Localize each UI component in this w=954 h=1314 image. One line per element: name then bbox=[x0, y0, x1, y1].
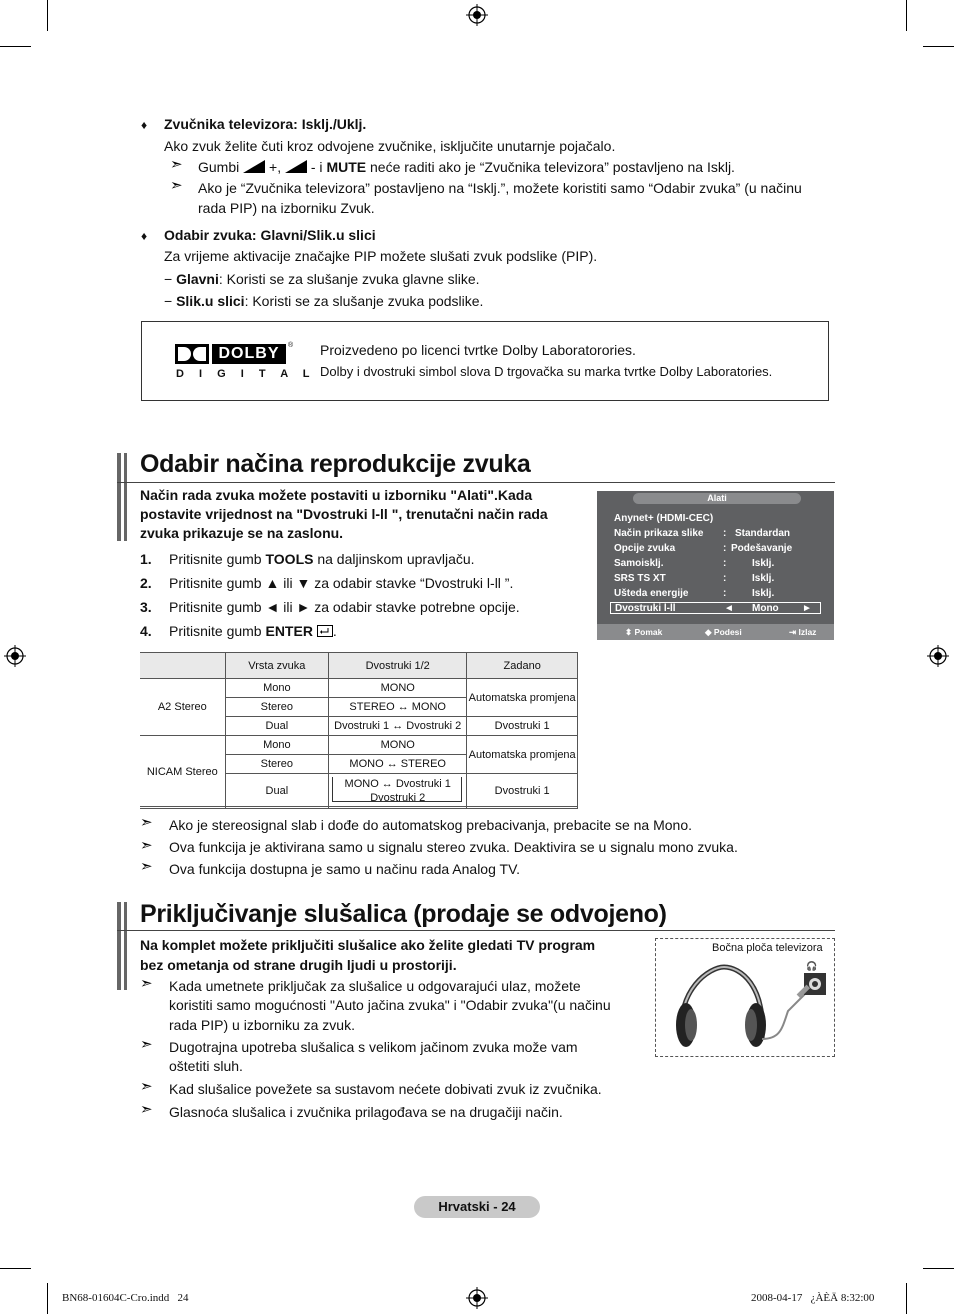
table-header bbox=[140, 653, 225, 679]
note-text: Kad slušalice povežete sa sustavom nećete dobivati zvuk iz zvučnika. bbox=[169, 1081, 602, 1097]
table-cell: Stereo bbox=[225, 698, 328, 717]
note-arrow-icon: ➣ bbox=[140, 1036, 153, 1053]
note-text: Kada umetnete priključak za slušalice u odgovarajući ulaz, možete bbox=[169, 978, 581, 994]
note-arrow-icon: ➣ bbox=[170, 156, 183, 173]
registration-mark-icon bbox=[466, 4, 488, 26]
dolby-text: Dolby i dvostruki simbol slova D trgovačka su marka tvrtke Dolby Laboratories. bbox=[320, 364, 773, 379]
table-cell-line: Dvostruki 2 bbox=[370, 792, 426, 804]
step-list bbox=[140, 549, 580, 645]
registration-mark-icon bbox=[4, 645, 26, 667]
crop-mark bbox=[0, 1268, 31, 1269]
table-cell: Mono bbox=[225, 736, 328, 755]
bullet-diamond-icon: ♦ bbox=[141, 118, 148, 132]
adjust-hint: ◆ Podesi bbox=[705, 627, 742, 637]
note-text: Ova funkcija je aktivirana samo u signalu stereo zvuka. Deaktivira se u signalu mono zvuka. bbox=[169, 839, 738, 855]
table-cell: MONO bbox=[329, 679, 467, 698]
table-cell: Dual bbox=[225, 774, 328, 809]
item-title: Zvučnika televizora: Isklj./Uklj. bbox=[164, 116, 367, 132]
note-arrow-icon: ➣ bbox=[170, 177, 183, 194]
table-cell: Automatska promjena bbox=[467, 679, 578, 717]
dolby-wordmark: DOLBY bbox=[212, 344, 286, 364]
double-d-icon bbox=[175, 344, 209, 364]
note-text: Gumbi bbox=[198, 159, 240, 175]
enter-icon bbox=[317, 625, 333, 637]
heading-rule bbox=[117, 930, 835, 931]
crop-mark bbox=[47, 1283, 48, 1314]
note-arrow-icon: ➣ bbox=[140, 858, 153, 875]
menu-item-picture-mode[interactable]: Način prikaza slike : Standardan bbox=[614, 528, 791, 539]
note-text: oštetiti sluh. bbox=[169, 1058, 243, 1074]
mute-key-label: MUTE bbox=[326, 159, 367, 175]
step-item: 2. Pritisnite gumb ▲ ili ▼ za odabir stavke “Dvostruki l-ll ”. bbox=[140, 575, 514, 591]
note-text: Dugotrajna upotreba slušalica s velikom jačinom zvuka može vam bbox=[169, 1039, 578, 1055]
heading-bar bbox=[117, 902, 121, 990]
intro-text: bez ometanja od strane drugih ljudi u prostoriji. bbox=[140, 957, 457, 973]
table-row bbox=[140, 679, 578, 698]
note-text: neće raditi ako je “Zvučnika televizora” postavljeno na Isklj. bbox=[370, 159, 735, 175]
dolby-digital-label: D I G I T A L bbox=[176, 368, 316, 380]
dolby-text: Proizvedeno po licenci tvrtke Dolby Laboratorories. bbox=[320, 342, 636, 358]
side-panel-illustration bbox=[655, 938, 835, 1057]
bullet-diamond-icon: ♦ bbox=[141, 229, 148, 243]
exit-hint: ⇥ Izlaz bbox=[789, 627, 817, 637]
note-text: Ako je “Zvučnika televizora” postavljeno na “Isklj.”, možete koristiti samo “Odabir zvuka” (u načinu bbox=[198, 180, 802, 196]
note-volume-buttons bbox=[198, 157, 735, 177]
menu-item-energy-saving[interactable]: Ušteda energije : Isklj. bbox=[614, 588, 775, 599]
step-item: 4. Pritisnite gumb ENTER . bbox=[140, 623, 337, 639]
menu-item-sound-options[interactable]: Opcije zvuka : Podešavanje bbox=[614, 543, 793, 554]
crop-mark bbox=[0, 46, 31, 47]
sound-mode-table bbox=[140, 652, 578, 809]
table-cell: NICAM Stereo bbox=[140, 736, 225, 809]
table-cell: MONO bbox=[329, 736, 467, 755]
crop-mark bbox=[906, 0, 907, 31]
table-cell-cycle bbox=[329, 774, 467, 809]
table-cell-line: MONO ↔ Dvostruki 1 bbox=[344, 778, 451, 790]
bullet-item-speaker bbox=[141, 114, 147, 135]
crop-mark bbox=[923, 46, 954, 47]
dolby-logo bbox=[175, 342, 316, 380]
intro-text: postavite vrijednost na "Dvostruki l-ll ", trenutačni način rada bbox=[140, 506, 548, 522]
heading-bar bbox=[124, 453, 127, 541]
note-arrow-icon: ➣ bbox=[140, 975, 153, 992]
dash-item: − Glavni: Koristi se za slušanje zvuka glavne slike. bbox=[164, 271, 480, 287]
note-text: koristiti samo mogućnosti "Auto jačina zvuka" i "Odabir zvuka"(u načinu bbox=[169, 997, 611, 1013]
table-cell: MONO ↔ STEREO bbox=[329, 755, 467, 774]
note-arrow-icon: ➣ bbox=[140, 814, 153, 831]
crop-mark bbox=[47, 0, 48, 31]
item-text: Ako zvuk želite čuti kroz odvojene zvučnike, isključite unutarnje pojačalo. bbox=[164, 138, 616, 154]
move-hint: ⬍ Pomak bbox=[625, 627, 663, 637]
step-item: 3. Pritisnite gumb ◄ ili ► za odabir stavke potrebne opcije. bbox=[140, 599, 520, 615]
step-item: 1. Pritisnite gumb TOOLS na daljinskom upravljaču. bbox=[140, 551, 475, 567]
note-text: - i bbox=[310, 159, 323, 175]
note-text: Ako je stereosignal slab i dođe do automatskog prebacivanja, prebacite se na Mono. bbox=[169, 817, 692, 833]
table-cell: STEREO ↔ MONO bbox=[329, 698, 467, 717]
note-arrow-icon: ➣ bbox=[140, 1078, 153, 1095]
menu-item-srs[interactable]: SRS TS XT : Isklj. bbox=[614, 573, 775, 584]
note-text: Ova funkcija dostupna je samo u načinu rada Analog TV. bbox=[169, 861, 521, 877]
table-cell: A2 Stereo bbox=[140, 679, 225, 736]
intro-text: Način rada zvuka možete postaviti u izborniku "Alati".Kada bbox=[140, 487, 533, 503]
menu-footer bbox=[597, 624, 834, 640]
registration-mark-icon bbox=[466, 1287, 488, 1309]
note-text: +, bbox=[269, 159, 282, 175]
menu-item-anynet[interactable]: Anynet+ (HDMI-CEC) bbox=[614, 513, 714, 524]
table-cell: Automatska promjena bbox=[467, 736, 578, 774]
table-row bbox=[140, 736, 578, 755]
note-text: rada PIP) na izborniku Zvuk. bbox=[198, 200, 375, 216]
intro-text: zvuka prikazuje se na zaslonu. bbox=[140, 525, 344, 541]
tools-menu-osd bbox=[597, 491, 834, 640]
registered-mark: ® bbox=[288, 342, 294, 349]
table-cell: Mono bbox=[225, 679, 328, 698]
table-bottom-rule bbox=[140, 806, 578, 807]
table-cell: Stereo bbox=[225, 755, 328, 774]
table-header: Dvostruki 1/2 bbox=[329, 653, 467, 679]
registration-mark-icon bbox=[927, 645, 949, 667]
note-text: Glasnoća slušalica i zvučnika prilagođava se na drugačiji način. bbox=[169, 1104, 563, 1120]
heading-bar bbox=[117, 453, 121, 541]
note-arrow-icon: ➣ bbox=[140, 1101, 153, 1118]
menu-item-dual-selected[interactable]: Dvostruki l-ll ◄ Mono ► bbox=[610, 602, 821, 614]
page-number-badge: Hrvatski - 24 bbox=[414, 1196, 540, 1218]
menu-title: Alati bbox=[633, 493, 801, 504]
dash-item: − Slik.u slici: Koristi se za slušanje zvuka podslike. bbox=[164, 293, 484, 309]
table-header: Vrsta zvuka bbox=[225, 653, 328, 679]
menu-item-sleep[interactable]: Samoisklj. : Isklj. bbox=[614, 558, 775, 569]
date-info: 2008-04-17 ¿ÀÈÄ 8:32:00 bbox=[751, 1292, 875, 1304]
item-text: Za vrijeme aktivacije značajke PIP možete slušati zvuk podslike (PIP). bbox=[164, 248, 598, 264]
item-title: Odabir zvuka: Glavni/Slik.u slici bbox=[164, 227, 376, 243]
volume-down-icon bbox=[285, 160, 307, 173]
heading-rule bbox=[117, 482, 835, 483]
volume-up-icon bbox=[243, 160, 265, 173]
table-cell: Dvostruki 1 ↔ Dvostruki 2 bbox=[329, 717, 467, 736]
note-arrow-icon: ➣ bbox=[140, 837, 153, 854]
heading-bar bbox=[124, 902, 127, 990]
note-text: rada PIP) u izborniku za zvuk. bbox=[169, 1017, 355, 1033]
dolby-license-box bbox=[141, 321, 829, 401]
table-header: Zadano bbox=[467, 653, 578, 679]
intro-text: Na komplet možete priključiti slušalice ako želite gledati TV program bbox=[140, 937, 596, 953]
section-heading: Odabir načina reprodukcije zvuka bbox=[140, 450, 531, 478]
file-info: BN68-01604C-Cro.indd 24 bbox=[62, 1292, 189, 1304]
table-cell: Dvostruki 1 bbox=[467, 717, 578, 736]
crop-mark bbox=[923, 1268, 954, 1269]
headphones-icon bbox=[670, 959, 830, 1051]
section-heading: Priključivanje slušalica (prodaje se odvojeno) bbox=[140, 900, 667, 928]
svg-text:🎧: 🎧 bbox=[806, 962, 818, 972]
table-cell: Dual bbox=[225, 717, 328, 736]
table-cell: Dvostruki 1 bbox=[467, 774, 578, 809]
crop-mark bbox=[906, 1283, 907, 1314]
panel-label: Bočna ploča televizora bbox=[712, 942, 823, 954]
